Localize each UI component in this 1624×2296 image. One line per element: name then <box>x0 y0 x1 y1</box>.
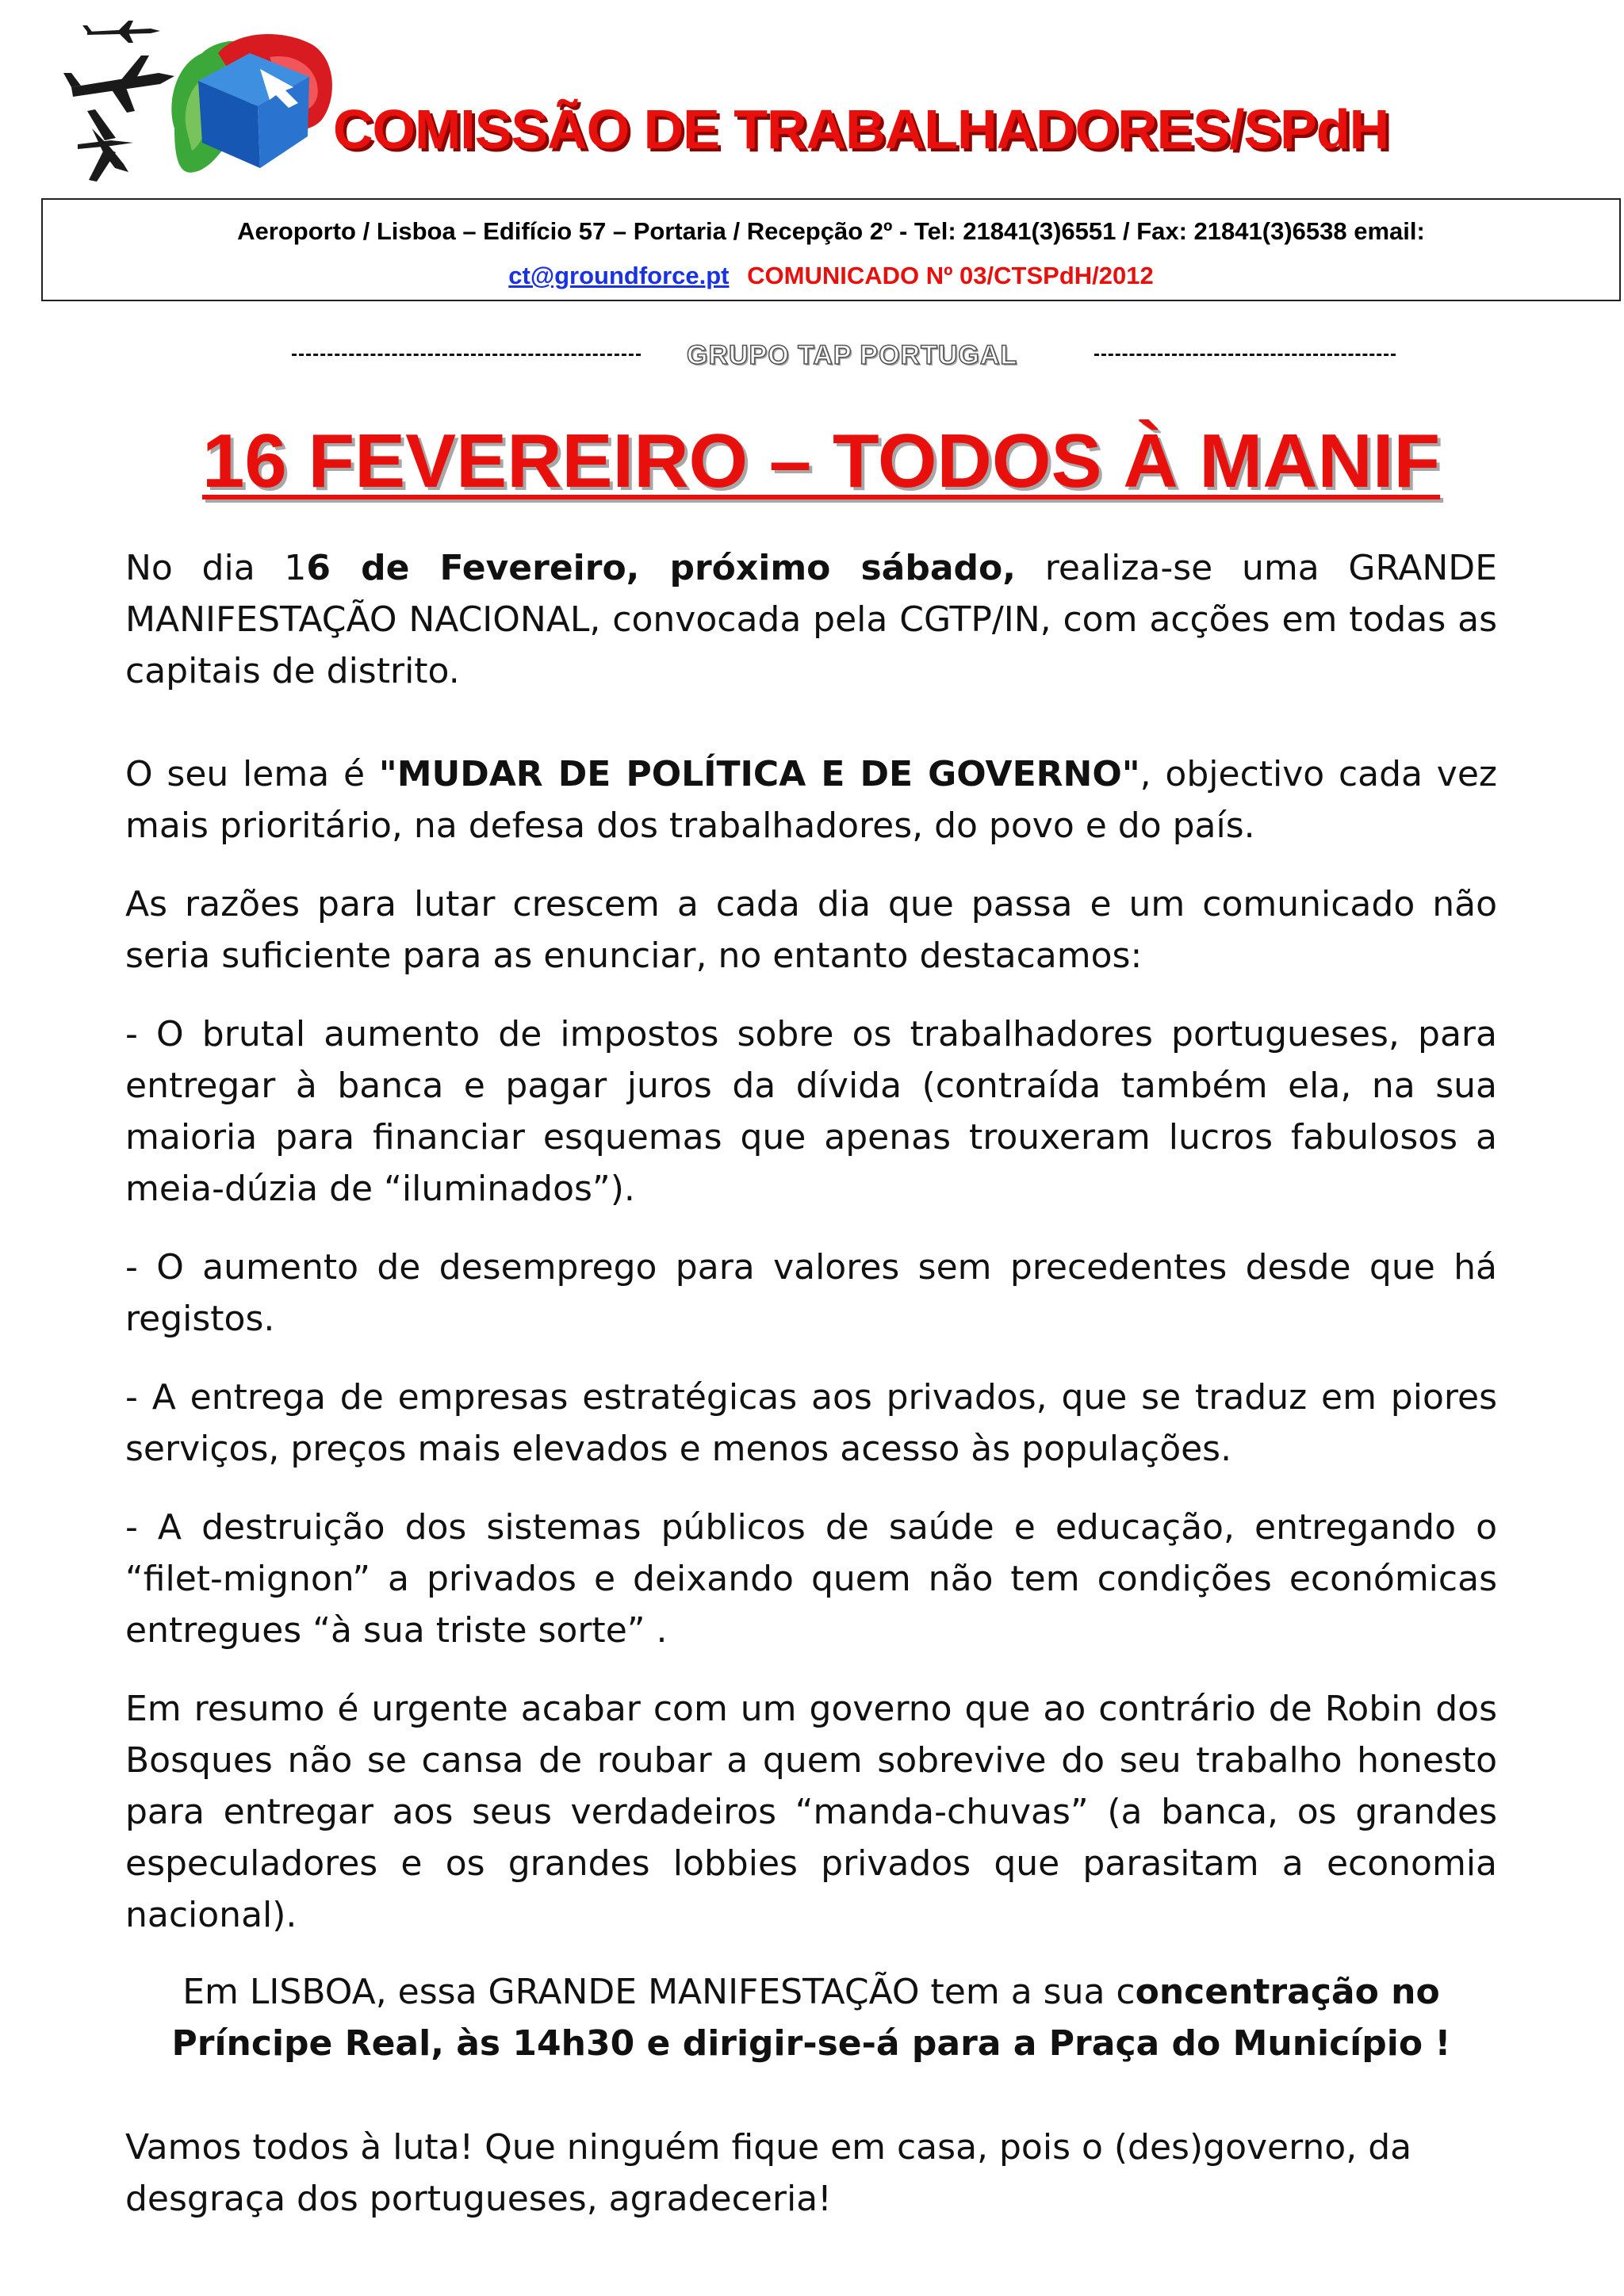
dashed-rule-left <box>292 354 641 356</box>
group-divider <box>0 333 1624 377</box>
intro-text: No dia 1 <box>125 548 307 588</box>
communique-body <box>125 542 1497 2225</box>
paragraph-intro <box>125 542 1497 697</box>
contact-info: Aeroporto / Lisboa – Edifício 57 – Portaria / Recepção 2º - Tel: 21841(3)6551 / Fax: 21841(3)6538 email: <box>237 217 1425 245</box>
reason-public-services: - A destruição dos sistemas públicos de saúde e educação, entregando o “filet-mignon” a privados e deixando quem não tem condições económicas entregues “à sua triste sorte” . <box>125 1507 1497 1651</box>
paragraph-closing: Vamos todos à luta! Que ninguém fique em casa, pois o (des)governo, da desgraça dos portugueses, agradeceria! <box>125 2127 1412 2219</box>
reason-privatization: - A entrega de empresas estratégicas aos privados, que se traduz em piores serviços, preços mais elevados e menos acesso às populações. <box>125 1377 1497 1469</box>
paragraph-motto <box>125 748 1497 851</box>
paragraph-summary: Em resumo é urgente acabar com um governo que ao contrário de Robin dos Bosques não se cansa de roubar a quem sobrevive do seu trabalho honesto para entregar aos seus verdadeiros “manda-chuvas” (a banca, os grandes especuladores e os grandes lobbies privados que parasitam a economia nacional). <box>125 1689 1497 1935</box>
lisbon-lead: Em LISBOA, essa GRANDE MANIFESTAÇÃO tem a sua c <box>182 1972 1136 2012</box>
organization-title: COMISSÃO DE TRABALHADORES/SPdH <box>333 98 1389 160</box>
reason-unemployment: - O aumento de desemprego para valores sem precedentes desde que há registos. <box>125 1247 1497 1339</box>
email-link[interactable]: ct@groundforce.pt <box>508 262 730 289</box>
reason-taxes: - O brutal aumento de impostos sobre os trabalhadores portugueses, para entregar à banca e pagar juros da dívida (contraída também ela, na sua maioria para financiar esquemas que apenas trouxeram lucros fabulosos a meia-dúzia de “iluminados”). <box>125 1014 1497 1209</box>
comunicado-number: COMUNICADO Nº 03/CTSPdH/2012 <box>747 262 1154 289</box>
contact-line-2 <box>43 258 1619 293</box>
intro-date: 6 de Fevereiro, próximo sábado, <box>306 548 1016 588</box>
motto-rest: , objectivo cada vez mais prioritário, na defesa dos trabalhadores, do povo e do país. <box>125 754 1497 846</box>
motto-lead: O seu lema é <box>125 754 379 794</box>
motto: "MUDAR DE POLÍTICA E DE GOVERNO" <box>378 754 1140 794</box>
organization-logo <box>56 10 341 192</box>
paragraph-lisbon-meeting <box>125 1966 1497 2069</box>
paragraph-reasons: As razões para lutar crescem a cada dia que passa e um comunicado não seria suficiente para as enunciar, no entanto destacamos: <box>125 884 1497 976</box>
intro-text-rest: realiza-se uma GRANDE MANIFESTAÇÃO NACIONAL, convocada pela CGTP/IN, com acções em todas as capitais de distrito. <box>125 548 1497 691</box>
headline: 16 FEVEREIRO – TODOS À MANIF <box>202 419 1441 503</box>
dashed-rule-right <box>1094 354 1396 356</box>
group-name: GRUPO TAP PORTUGAL <box>687 340 1018 370</box>
lisbon-meeting-point: oncentração no Príncipe Real, às 14h30 e dirigir-se-á para a Praça do Município ! <box>171 1972 1451 2064</box>
contact-box <box>41 198 1621 301</box>
